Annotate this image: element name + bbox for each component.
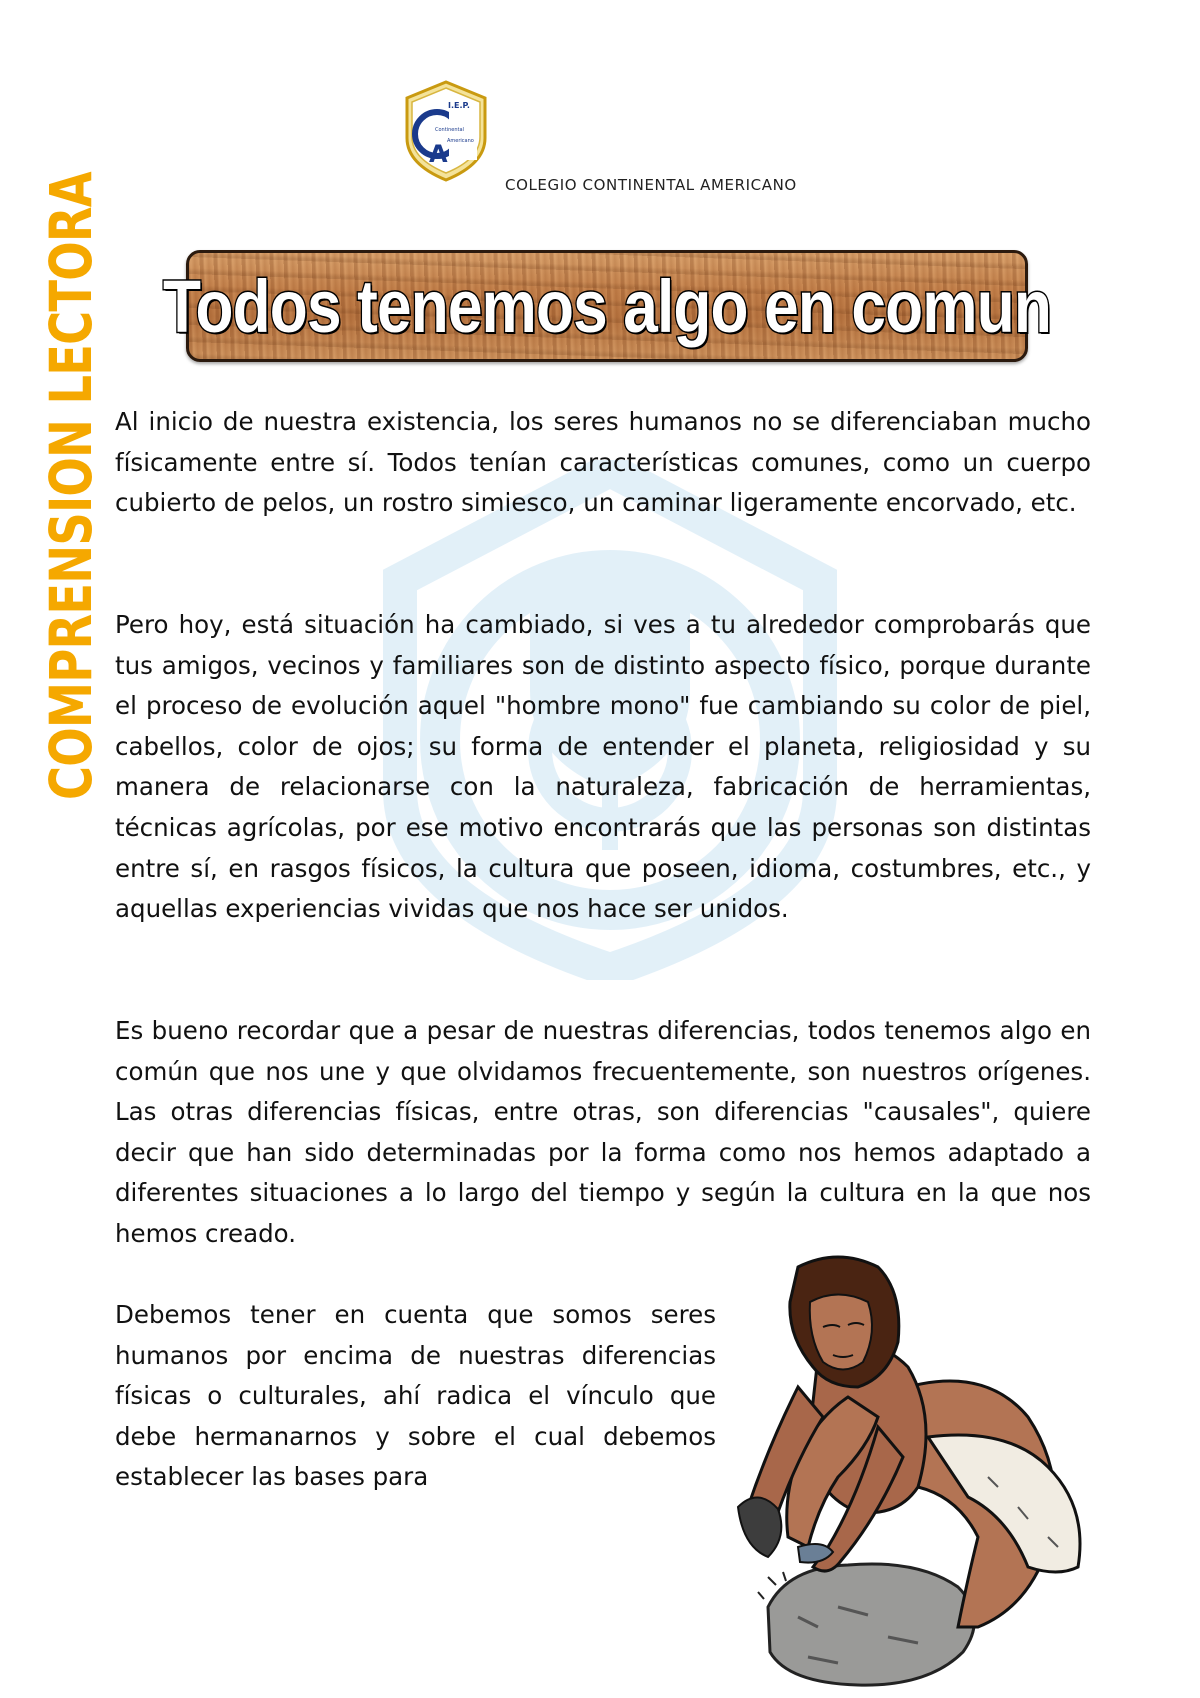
caveman-illustration-icon — [728, 1247, 1096, 1695]
paragraph-1: Al inicio de nuestra existencia, los seres humanos no se diferenciaban mucho físicamente entre sí. Todos tenían características comunes, como un cuerpo cubierto de pelos, un rostro simiesco, un caminar ligeramente encorvado, etc. — [115, 407, 1091, 518]
paragraph-4: Debemos tener en cuenta que somos seres humanos por encima de nuestras diferencias físicas o culturales, ahí radica el vínculo que debe hermanarnos y sobre el cual debemos establecer las bases para — [115, 1300, 716, 1492]
title-banner — [163, 250, 1051, 362]
logo-text-americano: Americano — [447, 138, 474, 144]
logo-text-top: I.E.P. — [448, 101, 470, 110]
page-title: Todos tenemos algo en comun — [163, 264, 1051, 348]
school-crest-icon — [403, 80, 489, 182]
paragraph-2: Pero hoy, está situación ha cambiado, si ves a tu alrededor comprobarás que tus amigos, vecinos y familiares son de distinto aspecto físico, porque durante el proceso de evolución aquel "hombre mono" fue cambiando su color de piel, cabellos, color de ojos; su forma de entender el planeta, religiosidad y su manera de relacionarse con la naturaleza, fabricación de herramientas, técnicas agrícolas, por ese motivo encontrarás que las personas son distintas entre sí, en rasgos físicos, la cultura que poseen, idioma, costumbres, etc., y aquellas experiencias vividas que nos hace ser unidos. — [115, 610, 1091, 924]
logo-text-continental: Continental — [435, 127, 464, 133]
logo-letter: A — [429, 140, 448, 168]
school-name: COLEGIO CONTINENTAL AMERICANO — [505, 176, 797, 194]
side-label: COMPRENSION LECTORA — [37, 172, 105, 801]
paragraph-3: Es bueno recordar que a pesar de nuestras diferencias, todos tenemos algo en común que nos une y que olvidamos frecuentemente, son nuestros orígenes. Las otras diferencias físicas, entre otras, son diferencias "causales", quiere decir que han sido determinadas por la forma como nos hemos adaptado a diferentes situaciones a lo largo del tiempo y según la cultura en la que nos hemos creado. — [115, 1016, 1091, 1248]
